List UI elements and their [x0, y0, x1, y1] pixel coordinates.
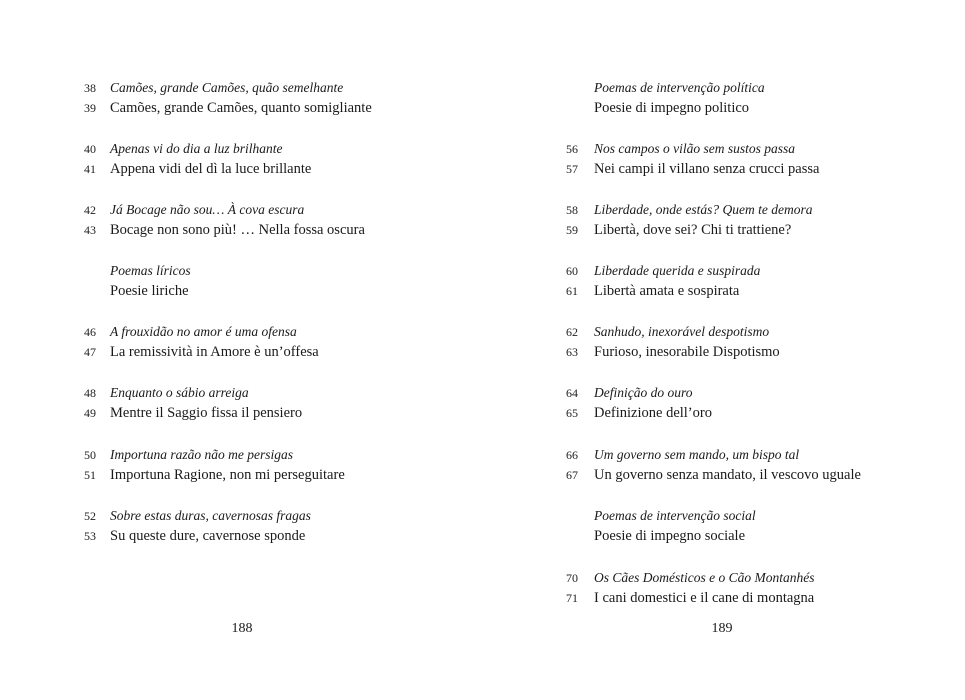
entry-title: Nos campos o vilão sem sustos passa	[594, 141, 796, 156]
page-ref: 70	[566, 571, 578, 585]
entry-title: Enquanto o sábio arreiga	[110, 385, 249, 400]
section-title: Poesie di impegno sociale	[594, 528, 746, 544]
page-ref: 53	[84, 529, 96, 543]
entry-title: Mentre il Saggio fissa il pensiero	[110, 405, 303, 421]
page-ref: 67	[566, 468, 578, 482]
page-ref: 43	[84, 223, 96, 237]
entry-title: Definição do ouro	[594, 385, 693, 400]
section-title: Poesie liriche	[110, 283, 189, 299]
entry-title: Definizione dell’oro	[594, 405, 712, 421]
entry-title: Liberdade querida e suspirada	[594, 263, 761, 278]
page-ref: 51	[84, 468, 96, 482]
page-ref: 49	[84, 406, 96, 420]
page-ref: 58	[566, 203, 578, 217]
entry-title: A frouxidão no amor é uma ofensa	[110, 324, 297, 339]
entry-title: Os Cães Domésticos e o Cão Montanhés	[594, 570, 815, 585]
entry-title: Su queste dure, cavernose sponde	[110, 528, 306, 544]
entry-title: Camões, grande Camões, quão semelhante	[110, 80, 344, 95]
page-ref: 60	[566, 264, 578, 278]
page-ref: 48	[84, 386, 96, 400]
entry-title: Libertà, dove sei? Chi ti trattiene?	[594, 222, 792, 238]
page-number: 188	[231, 621, 253, 636]
entry-title: Importuna Ragione, non mi perseguitare	[110, 467, 345, 483]
entry-title: Un governo senza mandato, il vescovo uguale	[594, 467, 861, 483]
entry-title: Importuna razão não me persigas	[110, 447, 294, 462]
entry-title: Um governo sem mando, um bispo tal	[594, 447, 800, 462]
page-ref: 57	[566, 162, 578, 176]
page-ref: 61	[566, 284, 578, 298]
page-ref: 42	[84, 203, 96, 217]
section-title: Poemas líricos	[110, 263, 191, 278]
page-ref: 66	[566, 448, 578, 462]
page-ref: 59	[566, 223, 578, 237]
section-title: Poesie di impegno politico	[594, 100, 750, 116]
entry-title: Nei campi il villano senza crucci passa	[594, 161, 820, 177]
page-ref: 52	[84, 509, 96, 523]
entry-title: La remissività in Amore è un’offesa	[110, 344, 319, 360]
entry-title: Camões, grande Camões, quanto somigliante	[110, 100, 372, 116]
page-ref: 38	[84, 81, 96, 95]
entry-title: Apenas vi do dia a luz brilhante	[110, 141, 283, 156]
page-ref: 64	[566, 386, 578, 400]
entry-title: Appena vidi del dì la luce brillante	[110, 161, 312, 177]
entry-title: Já Bocage não sou… À cova escura	[110, 202, 305, 217]
entry-title: Sobre estas duras, cavernosas fragas	[110, 508, 311, 523]
page-ref: 62	[566, 325, 578, 339]
entry-title: Furioso, inesorabile Dispotismo	[594, 344, 780, 360]
section-title: Poemas de intervenção política	[594, 80, 765, 95]
entry-title: I cani domestici e il cane di montagna	[594, 590, 815, 606]
entry-title: Sanhudo, inexorável despotismo	[594, 324, 770, 339]
page-ref: 50	[84, 448, 96, 462]
page-ref: 56	[566, 142, 578, 156]
right-page	[482, 0, 965, 700]
entry-title: Liberdade, onde estás? Quem te demora	[594, 202, 813, 217]
section-title: Poemas de intervenção social	[594, 508, 756, 523]
page-ref: 71	[566, 591, 578, 605]
page-ref: 65	[566, 406, 578, 420]
page-ref: 41	[84, 162, 96, 176]
page-ref: 46	[84, 325, 96, 339]
entry-title: Bocage non sono più! … Nella fossa oscura	[110, 222, 365, 238]
page-ref: 40	[84, 142, 96, 156]
left-page	[0, 0, 482, 700]
page-number: 189	[711, 621, 733, 636]
entry-title: Libertà amata e sospirata	[594, 283, 740, 299]
page-ref: 63	[566, 345, 578, 359]
page-ref: 39	[84, 101, 96, 115]
page-ref: 47	[84, 345, 96, 359]
